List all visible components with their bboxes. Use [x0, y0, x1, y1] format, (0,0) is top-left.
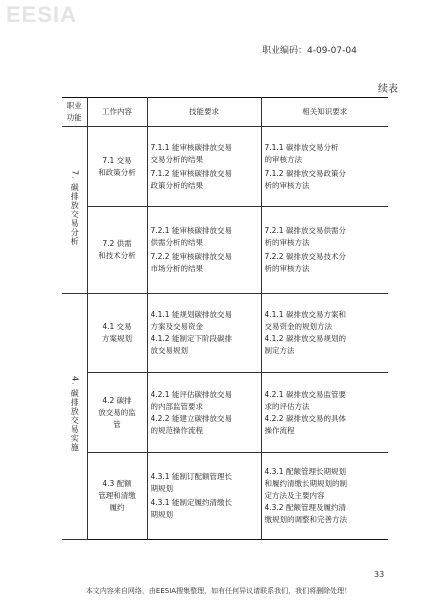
continued-label: 续表 [378, 84, 398, 95]
work-content-cell [87, 373, 147, 453]
skill-line: 7.1.2 能审核碳排放交易 [150, 168, 232, 178]
table-row [62, 127, 388, 207]
skill-line: 市场分析的结果 [150, 264, 203, 273]
knowledge-line: 7.1.2 碳排放交易政策分 [264, 168, 346, 178]
knowledge-line: 4.3.1 配额管理长期规划 [264, 467, 346, 476]
skill-line: 政策分析的结果 [150, 180, 203, 190]
knowledge-line: 交易资金的规划方法 [264, 322, 332, 331]
knowledge-line: 7.2.2 碳排放交易技术分 [264, 252, 346, 261]
function-cell [62, 127, 87, 294]
content-line: 7.2 供需 [102, 239, 132, 248]
knowledge-line: 操作流程 [264, 425, 295, 435]
knowledge-line: 制定方法 [264, 346, 295, 355]
content-line: 管理和清缴 [98, 491, 136, 500]
standard-table [62, 97, 388, 540]
header-skills: 技能要求 [147, 98, 261, 127]
skill-line: 的内部监管要求 [150, 401, 203, 411]
knowledge-cell [261, 207, 388, 294]
skill-line: 4.1.2 能制定下阶段碳排 [150, 334, 232, 343]
skill-line: 7.1.1 能审核碳排放交易 [150, 142, 232, 152]
function-label: 7. 碳排放交易分析 [70, 169, 80, 247]
skill-line: 7.2.1 能审核碳排放交易 [150, 226, 232, 235]
table-row [62, 453, 388, 540]
content-line: 和技术分析 [98, 251, 136, 260]
knowledge-line: 和履约清缴长期规划的制 [264, 479, 347, 488]
skill-cell [147, 373, 261, 453]
header-knowledge: 相关知识要求 [261, 98, 388, 127]
content-line: 放交易的监 [98, 407, 136, 417]
skill-line: 4.1.1 能规划碳排放交易 [150, 310, 232, 319]
content-line: 7.1 交易 [102, 155, 132, 165]
skill-line: 期规划 [150, 484, 173, 493]
knowledge-line: 4.1.2 碳排放交易规划的 [264, 334, 346, 343]
skill-line: 放交易规划 [150, 346, 188, 355]
skill-line: 4.3.1 能制订配额管理长 [150, 472, 232, 481]
work-content-cell [87, 453, 147, 540]
skill-cell [147, 453, 261, 540]
table-row [62, 207, 388, 294]
knowledge-line: 求的评估方法 [264, 401, 310, 411]
content-line: 方案规划 [102, 334, 132, 343]
knowledge-line: 定方法及主要内容 [264, 491, 325, 500]
eesia-logo: EESIA [6, 2, 78, 27]
header-function-line: 职业 [66, 101, 82, 110]
content-line: 4.1 交易 [102, 322, 132, 331]
header-function [62, 98, 87, 127]
content-line: 和政策分析 [98, 167, 136, 177]
knowledge-line: 析的审核方法 [264, 264, 310, 273]
content-line: 履约 [109, 503, 125, 512]
content-line: 4.2 碳排 [102, 395, 132, 405]
knowledge-cell [261, 373, 388, 453]
skill-line: 7.2.2 能审核碳排放交易 [150, 252, 232, 261]
skill-line: 期规划 [150, 510, 173, 519]
skill-line: 4.3.1 能制定履约清缴长 [150, 498, 232, 507]
work-content-cell [87, 127, 147, 207]
knowledge-line: 缴规划的调整和完善方法 [264, 515, 347, 524]
knowledge-line: 4.2.2 碳排放交易的具体 [264, 413, 346, 423]
function-cell [62, 294, 87, 540]
skill-line: 方案及交易资金 [150, 322, 203, 331]
occupation-code: 职业编码：4-09-07-04 [262, 46, 357, 56]
knowledge-cell [261, 127, 388, 207]
table-row [62, 373, 388, 453]
skill-line: 的规范操作流程 [150, 425, 203, 435]
knowledge-cell [261, 453, 388, 540]
skill-cell [147, 127, 261, 207]
header-function-line: 功能 [66, 113, 82, 122]
knowledge-line: 7.2.1 碳排放交易供需分 [264, 226, 346, 235]
knowledge-line: 4.3.2 配额管理及履约清 [264, 503, 346, 512]
function-label: 4. 碳排放交易实施 [70, 376, 80, 453]
knowledge-line: 析的审核方法 [264, 180, 310, 190]
table-row [62, 294, 388, 373]
skill-line: 4.2.2 能建立碳排放交易 [150, 413, 232, 423]
skill-line: 供需分析的结果 [150, 238, 203, 247]
skill-cell [147, 294, 261, 373]
header-content: 工作内容 [87, 98, 147, 127]
knowledge-line: 析的审核方法 [264, 238, 310, 247]
work-content-cell [87, 207, 147, 294]
knowledge-line: 的审核方法 [264, 154, 302, 164]
skill-line: 4.2.1 能评估碳排放交易 [150, 389, 232, 399]
knowledge-cell [261, 294, 388, 373]
page-number: 33 [374, 570, 385, 579]
knowledge-line: 7.1.1 碳排放交易分析 [264, 142, 339, 152]
skill-cell [147, 207, 261, 294]
knowledge-line: 4.1.1 碳排放交易方案和 [264, 310, 346, 319]
table-header-row [62, 98, 388, 127]
skill-line: 交易分析的结果 [150, 154, 203, 164]
content-line: 4.3 配额 [102, 479, 132, 488]
footer-notice: 本文内容来自网络，由EESIA搜集整理，如有任何异议请联系我们，我们将删除处理！ [85, 587, 352, 595]
content-line: 管 [113, 419, 121, 429]
work-content-cell [87, 294, 147, 373]
knowledge-line: 4.2.1 碳排放交易监管要 [264, 389, 346, 399]
